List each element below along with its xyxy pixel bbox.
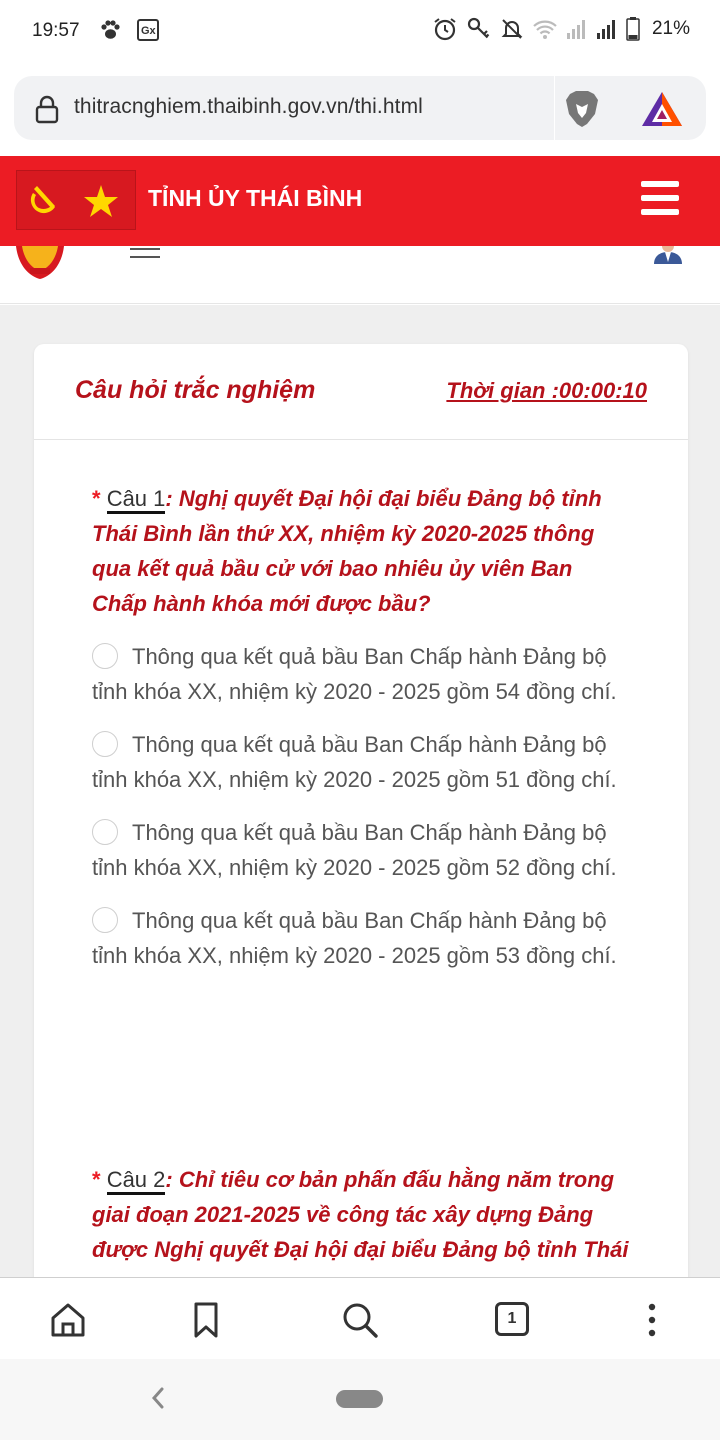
browser-toolbar [0, 1277, 720, 1359]
alarm-icon [432, 16, 458, 42]
quiz-card [34, 344, 688, 1277]
status-bar [0, 0, 720, 62]
brave-shield-icon[interactable] [562, 88, 602, 130]
key-icon [466, 16, 492, 42]
answer-option[interactable] [92, 727, 632, 797]
address-bar[interactable] [14, 76, 706, 140]
translate-icon [136, 18, 160, 42]
radio-button[interactable] [92, 819, 118, 845]
status-time: 19:57 [32, 20, 80, 41]
required-star: * [92, 486, 101, 511]
wifi-icon [532, 18, 558, 40]
search-icon[interactable] [340, 1300, 380, 1340]
sub-nav [0, 246, 720, 304]
question-number: Câu 1 [107, 486, 166, 514]
required-star: * [92, 1167, 101, 1192]
main-content [0, 305, 720, 1277]
party-flag-logo [16, 170, 136, 230]
question-body: : Chỉ tiêu cơ bản phấn đấu hằng năm trong giai đoạn 2021-2025 về công tác xây dựng Đảng được Nghị quyết Đại hội đại biểu Đảng bộ tỉnh Thái [92, 1167, 629, 1262]
more-options-icon[interactable] [632, 1300, 672, 1340]
system-navigation-bar [0, 1359, 720, 1440]
signal-icon [596, 17, 618, 41]
list-menu-icon[interactable] [128, 246, 162, 260]
answer-option[interactable] [92, 639, 632, 709]
home-gesture-pill[interactable] [336, 1390, 383, 1408]
tabs-button[interactable]: 1 [495, 1302, 529, 1336]
user-avatar-icon[interactable] [652, 246, 684, 264]
question-body: : Nghị quyết Đại hội đại biểu Đảng bộ tỉnh Thái Bình lần thứ XX, nhiệm kỳ 2020-2025 thông qua kết quả bầu cử với bao nhiêu ủy viên Ban Chấp hành khóa mới được bầu? [92, 486, 602, 616]
svg-text:Gx: Gx [141, 25, 156, 37]
question-text [92, 1162, 632, 1267]
question-number: Câu 2 [107, 1167, 166, 1195]
browser-address-area [0, 62, 720, 156]
bookmark-icon[interactable] [186, 1300, 226, 1340]
radio-button[interactable] [92, 643, 118, 669]
answer-option[interactable] [92, 903, 632, 973]
back-icon[interactable] [148, 1385, 168, 1411]
quiz-heading: Câu hỏi trắc nghiệm [75, 376, 316, 404]
radio-button[interactable] [92, 907, 118, 933]
battery-percent: 21% [651, 18, 690, 39]
home-icon[interactable] [48, 1300, 88, 1340]
site-title: TỈNH ỦY THÁI BÌNH [148, 185, 363, 211]
url-text: thitracnghiem.thaibinh.gov.vn/thi.html [74, 95, 423, 118]
emblem-icon [12, 246, 68, 280]
menu-button[interactable] [641, 181, 679, 215]
question-2 [92, 1162, 632, 1267]
answer-label: Thông qua kết quả bầu Ban Chấp hành Đảng bộ tỉnh khóa XX, nhiệm kỳ 2020 - 2025 gồm 51 đồng chí. [92, 732, 617, 792]
question-1 [92, 481, 632, 973]
bat-rewards-icon[interactable] [640, 90, 684, 128]
bell-off-icon [500, 17, 524, 41]
battery-icon [626, 17, 640, 41]
question-text [92, 481, 632, 621]
quiz-card-header [34, 344, 688, 440]
answer-option[interactable] [92, 815, 632, 885]
answer-label: Thông qua kết quả bầu Ban Chấp hành Đảng bộ tỉnh khóa XX, nhiệm kỳ 2020 - 2025 gồm 52 đồng chí. [92, 820, 617, 880]
site-header [0, 156, 720, 246]
signal-icon [566, 17, 588, 41]
radio-button[interactable] [92, 731, 118, 757]
answer-label: Thông qua kết quả bầu Ban Chấp hành Đảng bộ tỉnh khóa XX, nhiệm kỳ 2020 - 2025 gồm 54 đồng chí. [92, 644, 617, 704]
lock-icon [34, 94, 60, 124]
quiz-timer: Thời gian :00:00:10 [446, 378, 647, 403]
paw-icon [98, 18, 122, 42]
answer-label: Thông qua kết quả bầu Ban Chấp hành Đảng bộ tỉnh khóa XX, nhiệm kỳ 2020 - 2025 gồm 53 đồng chí. [92, 908, 617, 968]
